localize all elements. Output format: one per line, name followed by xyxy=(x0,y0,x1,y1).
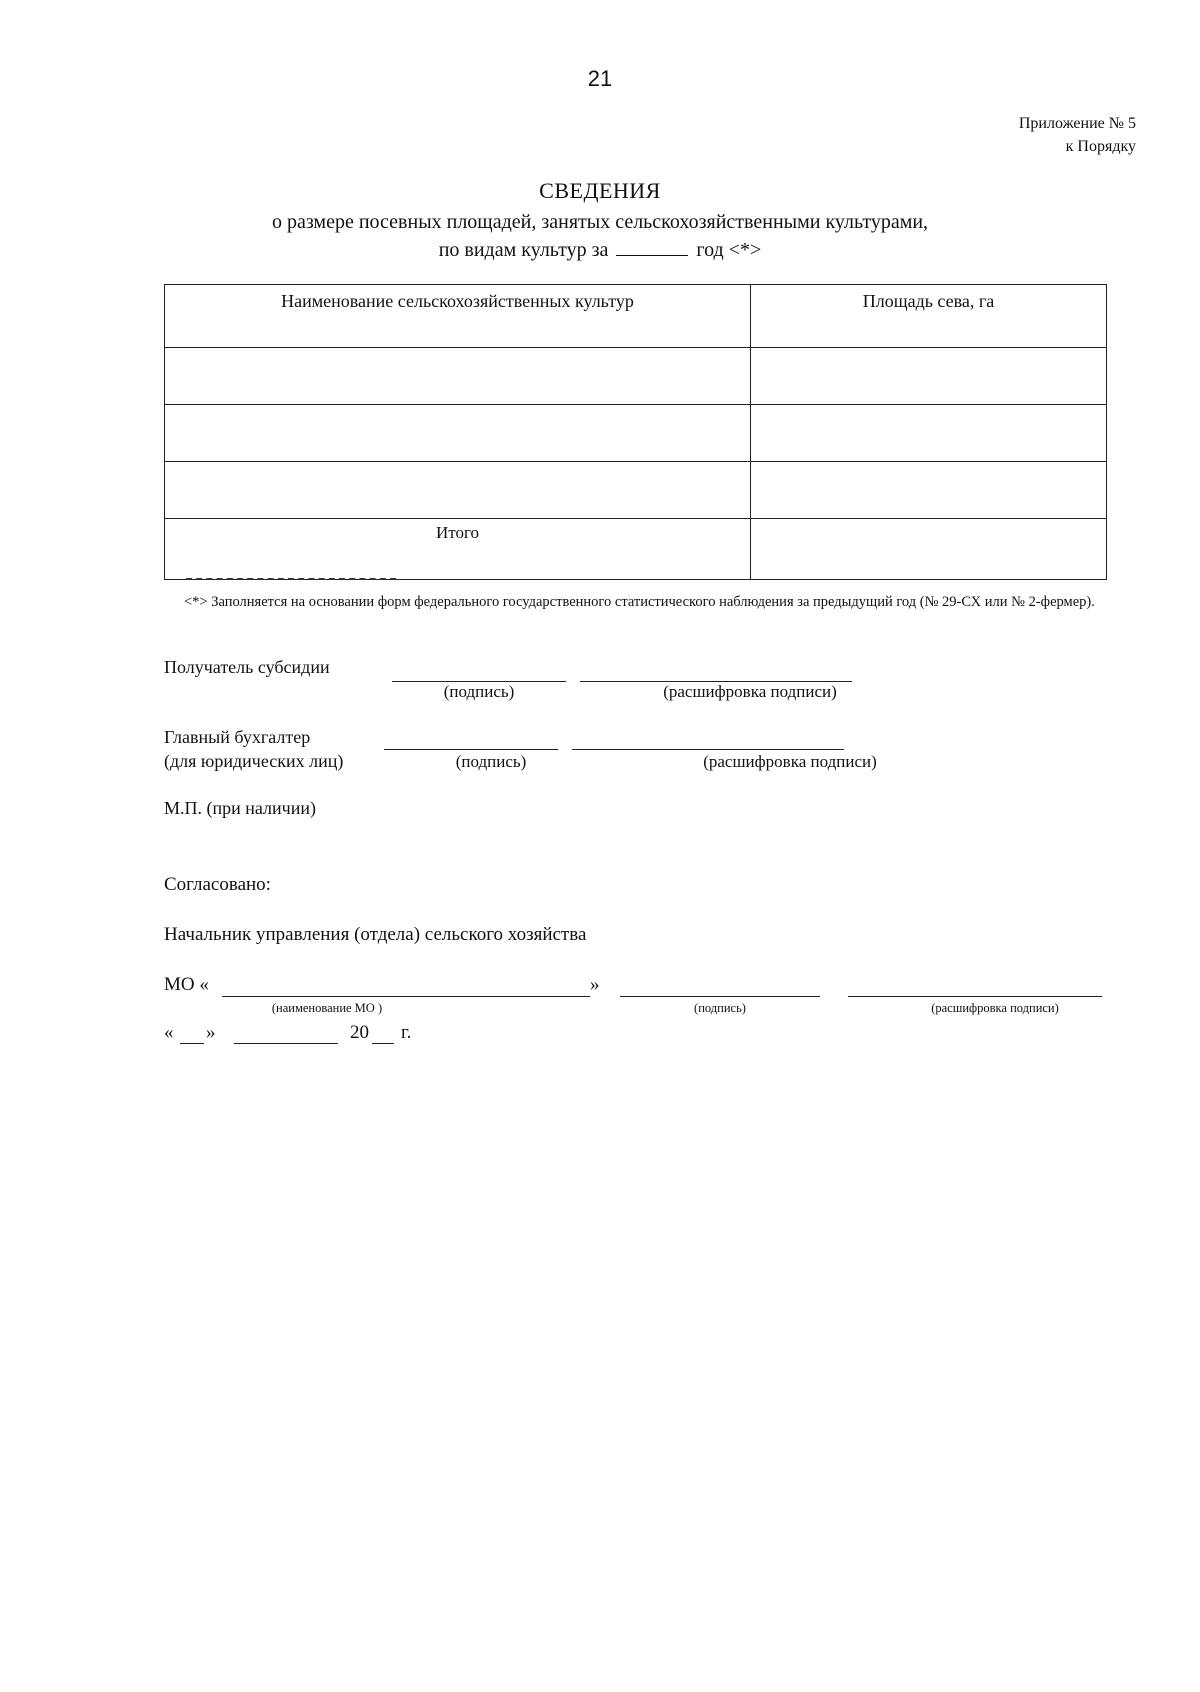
table-cell-crop[interactable] xyxy=(165,405,751,462)
table-row xyxy=(165,405,1107,462)
table-cell-area[interactable] xyxy=(751,462,1107,519)
footnote: <*> Заполняется на основании форм федерального государственного статистического наблюдения за предыдущий год (№ 29-СХ или № 2-фермер). xyxy=(184,594,1095,610)
year-blank[interactable] xyxy=(616,239,688,256)
date-year-suffix: г. xyxy=(401,1022,412,1043)
table-row xyxy=(165,462,1107,519)
accountant-signature-caption: (подпись) xyxy=(455,752,527,771)
date-year-prefix: 20 xyxy=(350,1022,369,1043)
mo-prefix: МО « xyxy=(164,974,209,995)
document-subtitle-year xyxy=(0,239,1200,262)
table-row xyxy=(165,348,1107,405)
recipient-signature-caption: (подпись) xyxy=(443,682,515,701)
total-value[interactable] xyxy=(751,519,1107,580)
head-decode-caption: (расшифровка подписи) xyxy=(931,1001,1059,1015)
head-signature-caption: (подпись) xyxy=(694,1001,746,1015)
head-signature-line[interactable] xyxy=(620,996,820,997)
accountant-decode-line[interactable] xyxy=(572,749,844,750)
head-decode-line[interactable] xyxy=(848,996,1102,997)
agreed-label: Согласовано: xyxy=(164,874,271,895)
subtitle-suffix: год <*> xyxy=(696,239,762,261)
table-total-row xyxy=(165,519,1107,580)
recipient-label: Получатель субсидии xyxy=(164,657,330,677)
accountant-signature-line[interactable] xyxy=(384,749,558,750)
mo-suffix: » xyxy=(590,974,600,995)
table-cell-area[interactable] xyxy=(751,405,1107,462)
date-close-quote: » xyxy=(206,1022,216,1043)
document-subtitle: о размере посевных площадей, занятых сельскохозяйственными культурами, xyxy=(271,211,929,233)
subtitle-prefix: по видам культур за xyxy=(438,239,609,261)
date-year-line[interactable] xyxy=(372,1043,394,1044)
appendix-line-2: к Порядку xyxy=(1065,138,1136,155)
date-month-line[interactable] xyxy=(234,1043,338,1044)
document-title: СВЕДЕНИЯ xyxy=(539,178,661,203)
appendix-reference xyxy=(1019,112,1136,158)
table-cell-crop[interactable] xyxy=(165,462,751,519)
header-sown-area: Площадь сева, га xyxy=(751,285,1107,348)
accountant-label: Главный бухгалтер xyxy=(164,727,311,747)
date-open-quote: « xyxy=(164,1022,174,1043)
total-label: Итого xyxy=(165,519,751,580)
header-crop-name: Наименование сельскохозяйственных культур xyxy=(165,285,751,348)
table-cell-crop[interactable] xyxy=(165,348,751,405)
table-header-row xyxy=(165,285,1107,348)
page-number: 21 xyxy=(587,66,613,91)
mo-name-caption: (наименование МО ) xyxy=(271,1001,383,1015)
mo-name-line[interactable] xyxy=(222,996,590,997)
footnote-separator xyxy=(186,578,396,580)
accountant-decode-caption: (расшифровка подписи) xyxy=(703,752,877,771)
crops-table xyxy=(164,284,1107,580)
date-day-line[interactable] xyxy=(180,1043,204,1044)
accountant-label-note: (для юридических лиц) xyxy=(164,751,344,771)
table-cell-area[interactable] xyxy=(751,348,1107,405)
stamp-label: М.П. (при наличии) xyxy=(164,798,316,818)
head-title: Начальник управления (отдела) сельского хозяйства xyxy=(164,924,587,945)
recipient-decode-caption: (расшифровка подписи) xyxy=(663,682,837,701)
appendix-line-1: Приложение № 5 xyxy=(1018,115,1136,132)
